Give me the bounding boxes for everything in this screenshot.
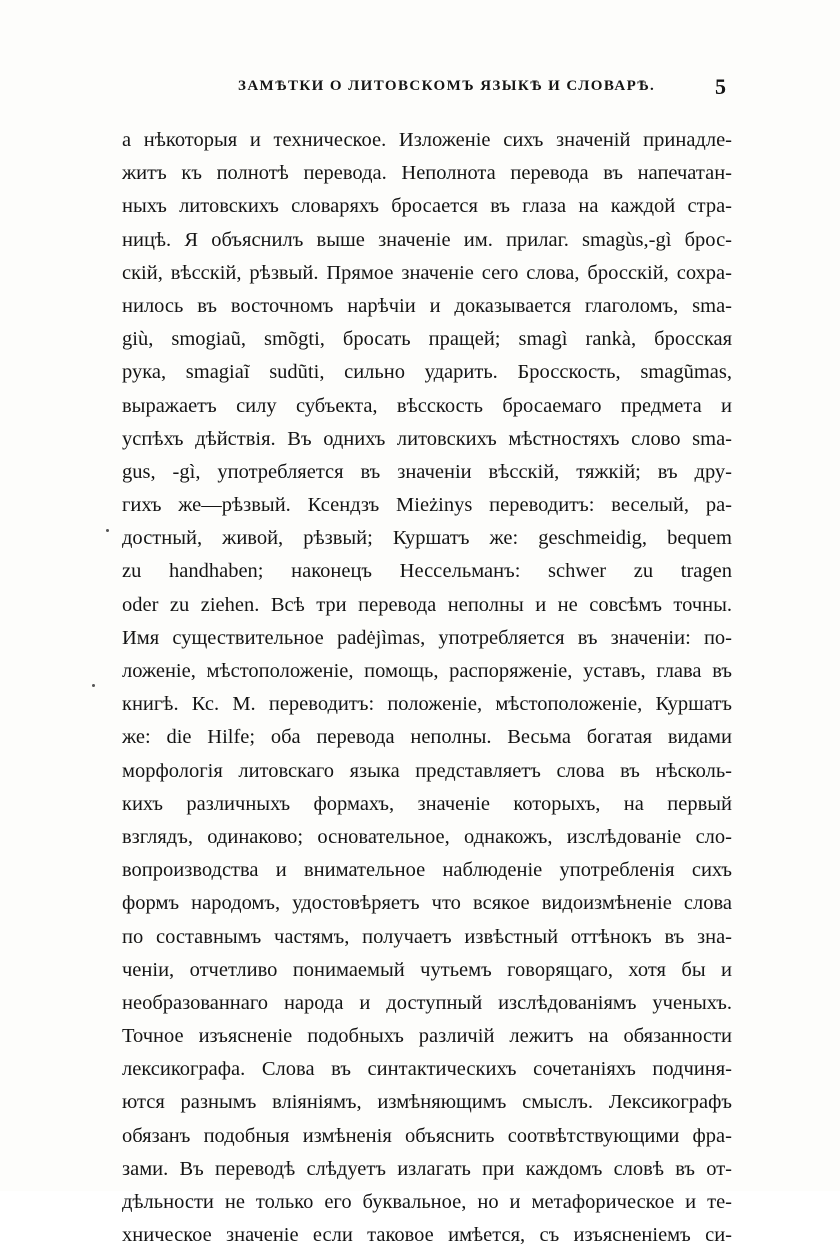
text-line: гихъ же—рѣзвый. Ксендзъ Mieżinys переводитъ: веселый, ра- — [122, 494, 732, 517]
text-line: giù, smogiaũ, smõgti, бросать пращей; smagì rankà, бросская — [122, 328, 732, 351]
text-line: достный, живой, рѣзвый; Куршатъ же: geschmeidig, bequem — [122, 527, 732, 550]
text-line: взглядъ, одинаково; основательное, однакожъ, изслѣдованiе сло- — [122, 825, 732, 848]
text-line: успѣхъ дѣйствiя. Въ однихъ литовскихъ мѣстностяхъ слово sma- — [122, 427, 732, 450]
text-line: дѣльности не только его буквальное, но и метафорическое и те- — [122, 1191, 732, 1213]
text-line: ются разнымъ влiянiямъ, измѣняющимъ смыслъ. Лексикографъ — [122, 1091, 732, 1114]
text-line: вопроизводства и внимательное наблюденiе употребленiя сихъ — [122, 859, 732, 882]
text-line: кихъ различныхъ формахъ, значенiе которыхъ, на первый — [122, 792, 732, 815]
text-line: скiй, вѣсскiй, рѣзвый. Прямое значенiе сего слова, бросскiй, сохра- — [122, 261, 732, 284]
text-line: же: die Hilfe; оба перевода неполны. Весьма богатая видами — [122, 726, 732, 749]
text-line: ченiи, отчетливо понимаемый чутьемъ говорящаго, хотя бы и — [122, 958, 732, 981]
body-text — [122, 124, 732, 1252]
text-line: ныхъ литовскихъ словаряхъ бросается въ глаза на каждой стра- — [122, 195, 732, 218]
text-line: нилось въ восточномъ нарѣчiи и доказывается глаголомъ, sma- — [122, 294, 732, 317]
text-line: ложенiе, мѣстоположенiе, помощь, распоряженiе, уставъ, глава въ — [122, 660, 732, 682]
text-line: zu handhaben; наконецъ Нессельманъ: schwer zu tragen — [122, 560, 732, 583]
running-head — [120, 74, 732, 104]
text-line: книгѣ. Кс. М. переводитъ: положенiе, мѣстоположенiе, Куршатъ — [122, 693, 732, 716]
text-line: рука, smagiaĩ sudũti, сильно ударить. Бросскость, smagũmas, — [122, 361, 732, 384]
text-line: формъ народомъ, удостовѣряетъ что всякое видоизмѣненiе слова — [122, 892, 732, 915]
paper-speck — [106, 529, 109, 532]
text-line: Имя существительное padėjìmas, употребляется въ значенiи: по- — [122, 626, 732, 649]
text-line: необразованнаго народа и доступный изслѣдованiямъ ученыхъ. — [122, 991, 732, 1014]
text-line: лексикографа. Слова въ синтактическихъ сочетанiяхъ подчиня- — [122, 1058, 732, 1081]
running-title: ЗАМѢТКИ О ЛИТОВСКОМЪ ЯЗЫКѢ И СЛОВАРѢ. — [238, 78, 656, 94]
text-line: морфологiя литовскаго языка представляетъ слова въ нѣсколь- — [122, 759, 732, 782]
text-line: зами. Въ переводѣ слѣдуетъ излагать при каждомъ словѣ въ от- — [122, 1157, 732, 1180]
text-line: по составнымъ частямъ, получаетъ извѣстный оттѣнокъ въ зна- — [122, 925, 732, 948]
text-line: oder zu ziehen. Всѣ три перевода неполны и не совсѣмъ точны. — [122, 593, 732, 616]
paper-speck — [92, 684, 95, 687]
text-line: хническое значенiе если таковое имѣется, съ изъясненiемъ си- — [122, 1224, 732, 1247]
text-line: Точное изъясненiе подобныхъ различiй лежитъ на обязанности — [122, 1025, 732, 1048]
text-line: ницѣ. Я объяснилъ выше значенiе им. прилаг. smagùs,-gì брос- — [122, 228, 732, 251]
text-line: выражаетъ силу субъекта, вѣсскость бросаемаго предмета и — [122, 394, 732, 417]
text-line: а нѣкоторыя и техническое. Изложенiе сихъ значенiй принадле- — [122, 129, 732, 151]
text-line: обязанъ подобныя измѣненiя объяснить соотвѣтствующими фра- — [122, 1124, 732, 1147]
text-line: gus, -gì, употребляется въ значенiи вѣсскiй, тяжкiй; въ дру- — [122, 460, 732, 483]
page-number: 5 — [715, 74, 726, 99]
text-line: житъ къ полнотѣ перевода. Неполнота перевода въ напечатан- — [122, 162, 732, 185]
